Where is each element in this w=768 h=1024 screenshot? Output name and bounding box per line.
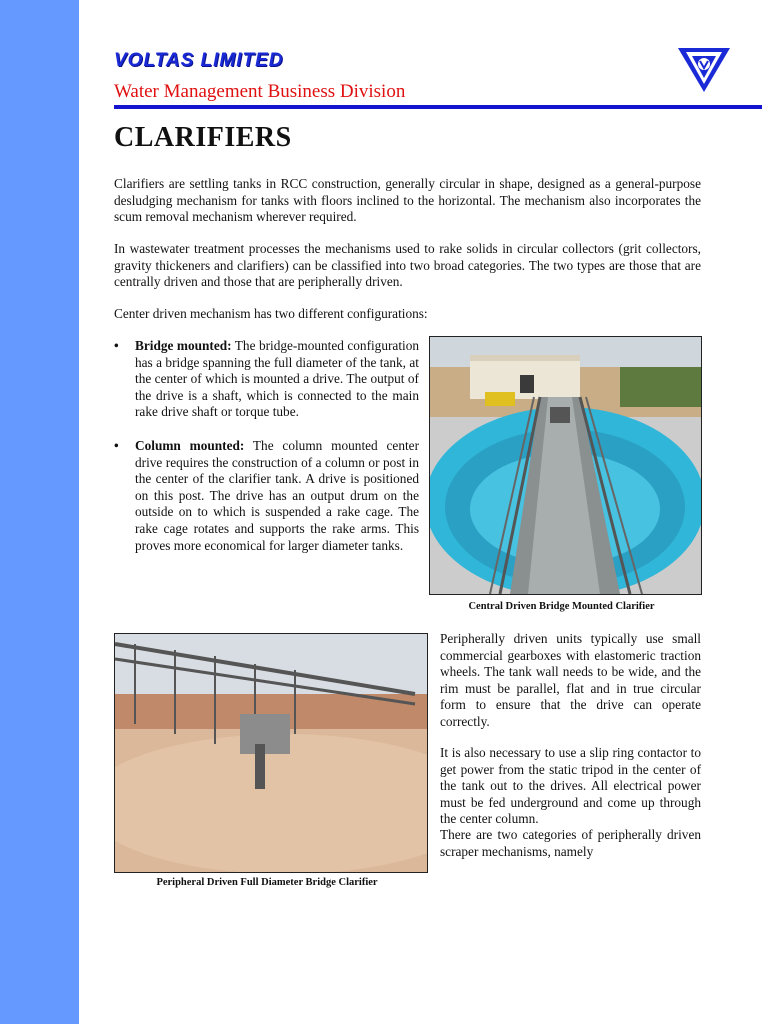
peripheral-paragraph-3: There are two categories of peripherally driven scraper mechanisms, namely [440, 827, 701, 859]
intro-paragraph: Clarifiers are settling tanks in RCC construction, generally circular in shape, designed as a general-purpose desludging mechanism for tanks with floors inclined to the horizontal. The mechanism also incorporates the scum removal mechanism wherever required. [114, 176, 701, 225]
central-bridge-clarifier-photo [429, 336, 702, 595]
peripheral-paragraph-2: It is also necessary to use a slip ring contactor to get power from the static tripod in the center of the tank out to the drives. All electrical power must be fed underground and come up through the center column. [440, 745, 701, 827]
left-color-band [0, 0, 79, 1024]
voltas-logo-icon [676, 44, 732, 96]
central-photo-caption: Central Driven Bridge Mounted Clarifier [468, 601, 655, 612]
peripheral-photo-caption: Peripheral Driven Full Diameter Bridge Clarifier [156, 877, 378, 888]
bullet-term: Bridge mounted: [135, 338, 232, 353]
header-rule [114, 105, 762, 109]
company-name: VOLTAS LIMITED [114, 50, 284, 71]
list-item [114, 438, 419, 554]
bullet-text: The bridge-mounted configuration has a bridge spanning the full diameter of the tank, at the center of which is mounted a drive. The output of the drive is a shaft, which is connected to the main rake drive shaft or torque tube. [135, 338, 419, 420]
bullet-term: Column mounted: [135, 437, 245, 453]
categories-paragraph: In wastewater treatment processes the mechanisms used to rake solids in circular collectors (grit collectors, gravity thickeners and clarifiers) can be classified into two broad categories. The two types are those that are centrally driven and those that are peripherally driven. [114, 241, 701, 290]
configuration-list [114, 338, 419, 554]
division-name: Water Management Business Division [114, 81, 406, 102]
list-item [114, 338, 419, 421]
peripheral-paragraph-1: Peripherally driven units typically use small commercial gearboxes with elastomeric traction wheels. The tank wall needs to be wide, and the rim must be parallel, flat and in true circular form to ensure that the drive can operate correctly. [440, 631, 701, 729]
page-title: CLARIFIERS [114, 122, 292, 153]
bullet-text: The column mounted center drive requires the construction of a column or post in the center of the clarifier tank. A drive is positioned on this post. The drive has an output drum on the outside on to which is suspended a rake cage. The rake cage rotates and supports the rake arms. This proves more economical for larger diameter tanks. [135, 437, 420, 553]
bullet-icon: • [114, 338, 119, 353]
configurations-paragraph: Center driven mechanism has two different configurations: [114, 306, 428, 321]
bullet-icon: • [114, 437, 119, 453]
peripheral-bridge-clarifier-photo [114, 633, 428, 873]
